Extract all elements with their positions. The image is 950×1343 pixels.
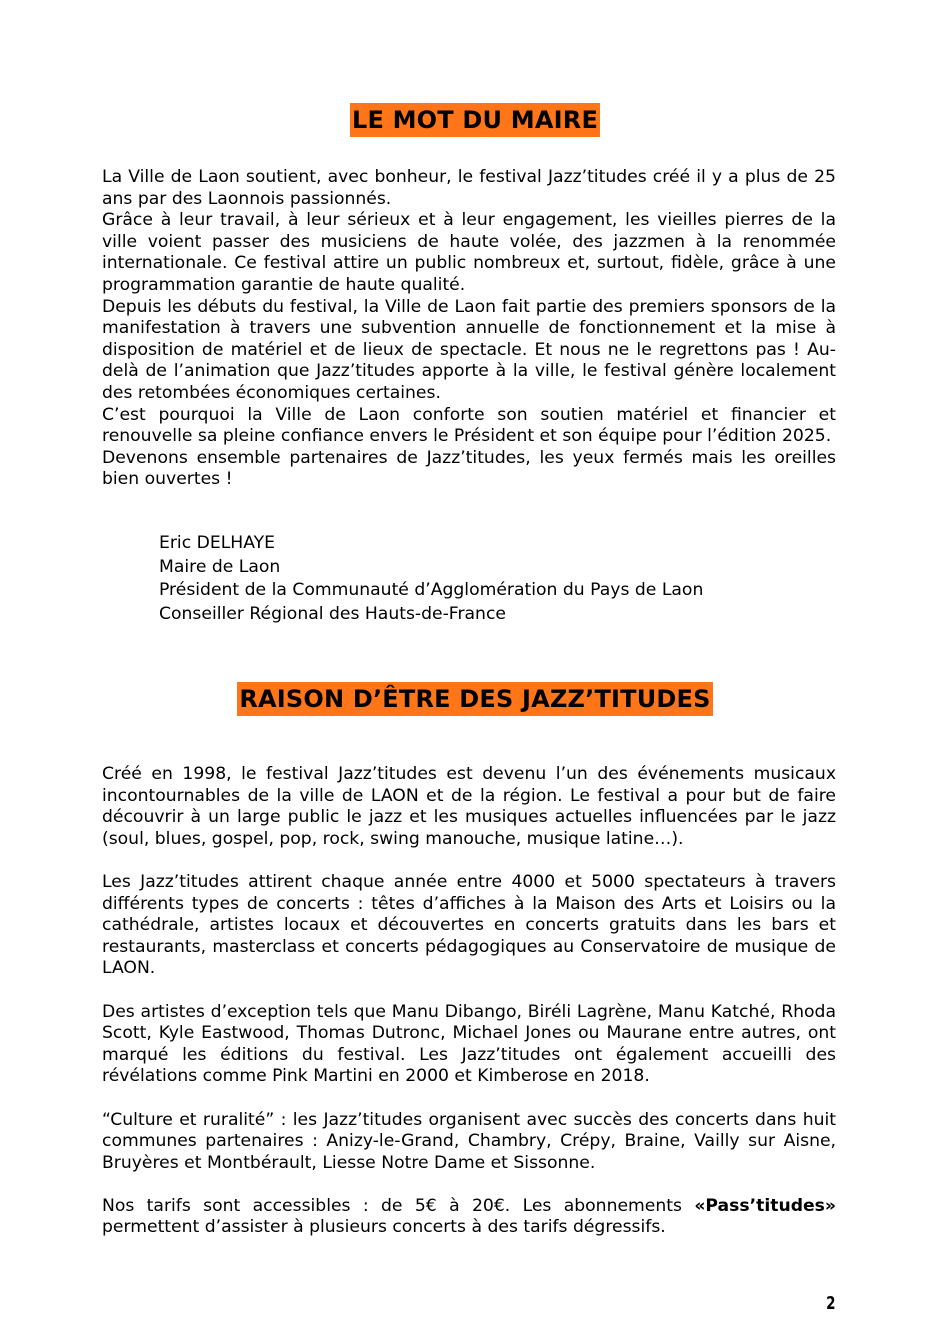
signature-title: Maire de Laon (159, 556, 281, 577)
heading-wrap-maire (0, 103, 950, 137)
signature-title: Président de la Communauté d’Agglomération du Pays de Laon (159, 580, 704, 601)
paragraph: Des artistes d’exception tels que Manu Dibango, Biréli Lagrène, Manu Katché, Rhoda Scott, Kyle Eastwood, Thomas Dutronc, Michael Jones ou Maurane entre autres, ont marqué les éditions du festival. Les Jazz’titudes ont également accueilli des révélations comme Pink Martini en 2000 et Kimberose en 2018. (102, 1001, 836, 1087)
paragraph: C’est pourquoi la Ville de Laon conforte son soutien matériel et financier et renouvelle sa pleine confiance envers le Président et son équipe pour l’édition 2025. (102, 404, 836, 447)
paragraph: Les Jazz’titudes attirent chaque année entre 4000 et 5000 spectateurs à travers différents types de concerts : têtes d’affiches à la Maison des Arts et Loisirs ou la cathédrale, artistes locaux et découvertes en concerts gratuits dans les bars et restaurants, masterclass et concerts pédagogiques au Conservatoire de musique de LAON. (102, 871, 836, 979)
paragraph: “Culture et ruralité” : les Jazz’titudes organisent avec succès des concerts dans huit communes partenaires : Anizy-le-Grand, Chambry, Crépy, Braine, Vailly sur Aisne, Bruyères et Montbérault, Liesse Notre Dame et Sissonne. (102, 1109, 836, 1173)
raison-d-etre-text (102, 764, 836, 1239)
paragraph: Grâce à leur travail, à leur sérieux et à leur engagement, les vieilles pierres de la ville voient passer des musiciens de haute volée, des jazzmen à la renommée internationale. Ce festival attire un public nombreux et, surtout, fidèle, grâce à une programmation garantie de haute qualité. (102, 210, 836, 295)
page-number: 2 (826, 1293, 836, 1314)
paragraph: Devenons ensemble partenaires de Jazz’titudes, les yeux fermés mais les oreilles bien ouvertes ! (102, 447, 836, 490)
paragraph: La Ville de Laon soutient, avec bonheur, le festival Jazz’titudes créé il y a plus de 25 ans par des Laonnois passionnés. (102, 167, 836, 209)
section-heading-mot-du-maire: LE MOT DU MAIRE (350, 103, 600, 137)
signature-title: Conseiller Régional des Hauts-de-France (159, 604, 506, 625)
tarifs-text-end: permettent d’assister à plusieurs concerts à des tarifs dégressifs. (102, 1217, 666, 1238)
mot-du-maire-text (102, 167, 836, 491)
signature-name: Eric DELHAYE (159, 533, 275, 553)
paragraph: Créé en 1998, le festival Jazz’titudes est devenu l’un des événements musicaux incontournables de la ville de LAON et de la région. Le festival a pour but de faire découvrir à un large public le jazz et les musiques actuelles influencées par le jazz (soul, blues, gospel, pop, rock, swing manouche, musique latine…). (102, 764, 836, 849)
pass-titudes-label: «Pass’titudes» (694, 1195, 836, 1216)
signature-block (159, 532, 703, 627)
paragraph-tarifs (102, 1196, 836, 1239)
heading-wrap-raison (0, 682, 950, 716)
tarifs-text: Nos tarifs sont accessibles : de 5€ à 20€. Les abonnements (102, 1195, 695, 1216)
paragraph: Depuis les débuts du festival, la Ville de Laon fait partie des premiers sponsors de la manifestation à travers une subvention annuelle de fonctionnement et la mise à disposition de matériel et de lieux de spectacle. Et nous ne le regrettons pas ! Au-delà de l’animation que Jazz’titudes apporte à la ville, le festival génère localement des retombées économiques certaines. (102, 296, 836, 403)
section-heading-raison-d-etre: RAISON D’ÊTRE DES JAZZ’TITUDES (237, 682, 712, 716)
